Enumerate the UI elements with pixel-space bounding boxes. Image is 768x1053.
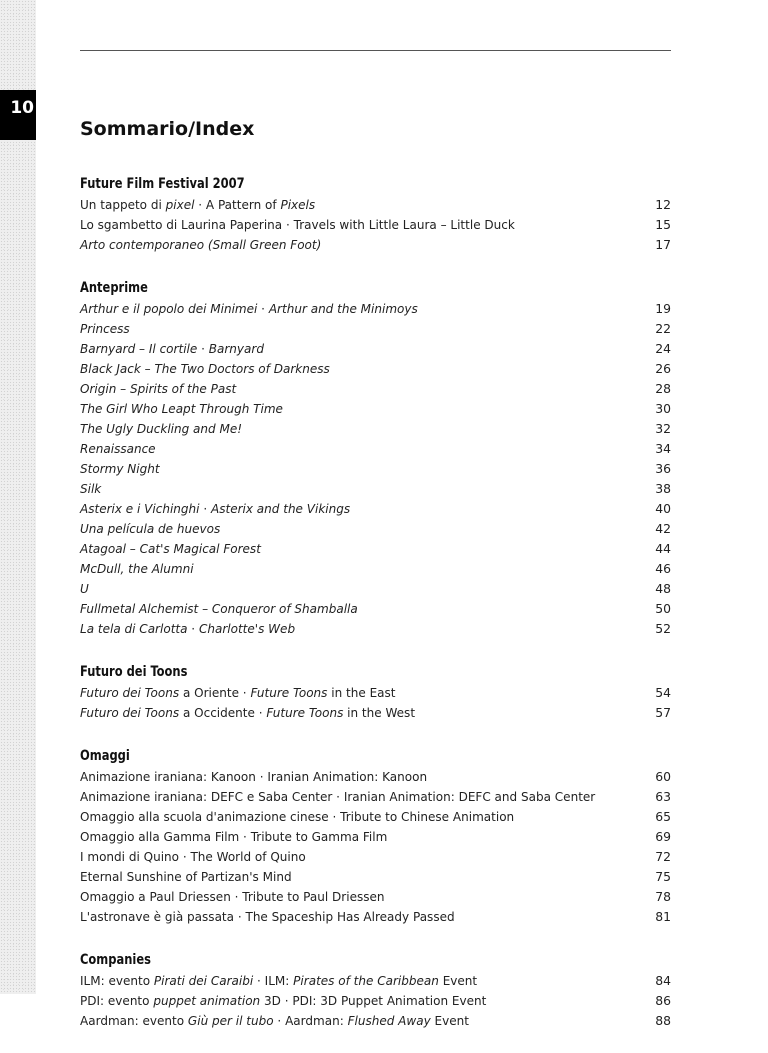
entry-title-part: Asterix e i Vichinghi xyxy=(80,501,200,516)
entry-title-part: · xyxy=(197,341,209,356)
toc-entry xyxy=(80,399,671,419)
entry-title xyxy=(80,847,306,867)
entry-title-part: Una película de huevos xyxy=(80,521,221,536)
toc-entry xyxy=(80,519,671,539)
entry-page-number: 63 xyxy=(655,789,671,804)
entry-title-part: Pirati dei Caraibi xyxy=(153,973,254,988)
entry-page-number: 60 xyxy=(655,769,671,784)
entry-title-part: Asterix and the Vikings xyxy=(210,501,351,516)
toc-entry xyxy=(80,847,671,867)
toc-entry xyxy=(80,539,671,559)
entry-title xyxy=(80,419,242,439)
entry-title-part: puppet animation xyxy=(153,993,261,1008)
toc-entry xyxy=(80,299,671,319)
entry-page-number: 65 xyxy=(655,809,671,824)
toc-entry xyxy=(80,439,671,459)
entry-page-number: 46 xyxy=(655,561,671,576)
entry-title-part: pixel xyxy=(165,197,195,212)
entry-title-part: Pirates of the Caribbean xyxy=(293,973,439,988)
entry-title-part: 3D · PDI: 3D Puppet Animation Event xyxy=(260,993,487,1008)
entry-title-part: · xyxy=(187,621,199,636)
entry-title xyxy=(80,887,385,907)
entry-title xyxy=(80,319,130,339)
entry-page-number: 52 xyxy=(655,621,671,636)
section-title: Anteprime xyxy=(80,280,148,296)
toc-entry xyxy=(80,459,671,479)
entry-title-part: a Oriente · xyxy=(179,685,251,700)
toc-entry xyxy=(80,559,671,579)
entry-title-part: Event xyxy=(438,973,478,988)
entry-title-part: Arto contemporaneo (Small Green Foot) xyxy=(80,237,322,252)
entry-page-number: 50 xyxy=(655,601,671,616)
toc-section xyxy=(80,949,671,1031)
entry-title-part: Silk xyxy=(80,481,102,496)
entry-title-part: L'astronave è già passata · The Spaceship Has Already Passed xyxy=(80,909,455,924)
entry-title-part: ILM: evento xyxy=(80,973,154,988)
entry-title-part: Omaggio alla scuola d'animazione cinese · Tribute to Chinese Animation xyxy=(80,809,515,824)
toc-entry xyxy=(80,379,671,399)
entry-page-number: 17 xyxy=(655,237,671,252)
entry-title-part: · A Pattern of xyxy=(194,197,281,212)
entry-title xyxy=(80,439,156,459)
entry-title xyxy=(80,703,415,723)
entry-title-part: Pixels xyxy=(280,197,316,212)
entry-title-part: Barnyard – Il cortile xyxy=(80,341,198,356)
entry-page-number: 28 xyxy=(655,381,671,396)
entry-page-number: 19 xyxy=(655,301,671,316)
entry-title-part: Lo sgambetto di Laurina Paperina · Travels with Little Laura – Little Duck xyxy=(80,217,515,232)
entry-title xyxy=(80,991,486,1011)
entry-title xyxy=(80,683,396,703)
page-number: 10 xyxy=(10,98,34,118)
entry-title-part: Aardman: evento xyxy=(80,1013,188,1028)
toc-entry xyxy=(80,767,671,787)
toc-entry xyxy=(80,235,671,255)
section-title: Future Film Festival 2007 xyxy=(80,176,245,192)
toc-entry xyxy=(80,867,671,887)
entry-title xyxy=(80,619,295,639)
entry-title-part: Renaissance xyxy=(80,441,156,456)
entry-page-number: 40 xyxy=(655,501,671,516)
entry-title xyxy=(80,215,515,235)
entry-title-part: Barnyard xyxy=(208,341,264,356)
entry-title-part: Animazione iraniana: Kanoon · Iranian Animation: Kanoon xyxy=(80,769,428,784)
entry-title-part: Fullmetal Alchemist – Conqueror of Shamballa xyxy=(80,601,358,616)
entry-title-part: Event xyxy=(430,1013,469,1028)
entry-title-part: Animazione iraniana: DEFC e Saba Center · Iranian Animation: DEFC and Saba Center xyxy=(80,789,596,804)
entry-page-number: 24 xyxy=(655,341,671,356)
header-rule xyxy=(80,50,671,51)
entry-title-part: I mondi di Quino · The World of Quino xyxy=(80,849,306,864)
toc-entry xyxy=(80,319,671,339)
section-title: Omaggi xyxy=(80,748,130,764)
toc-section xyxy=(80,745,671,927)
entry-title xyxy=(80,539,261,559)
entry-page-number: 38 xyxy=(655,481,671,496)
toc-entry xyxy=(80,215,671,235)
entry-title-part: · xyxy=(199,501,211,516)
entry-page-number: 81 xyxy=(655,909,671,924)
entry-title-part: La tela di Carlotta xyxy=(80,621,188,636)
toc-entry xyxy=(80,1011,671,1031)
entry-title xyxy=(80,459,160,479)
toc-entry xyxy=(80,907,671,927)
entry-title-part: Princess xyxy=(80,321,130,336)
toc-entry xyxy=(80,419,671,439)
entry-title xyxy=(80,519,220,539)
section-title: Companies xyxy=(80,952,151,968)
entry-title-part: Arthur and the Minimoys xyxy=(268,301,418,316)
entry-page-number: 86 xyxy=(655,993,671,1008)
entry-title-part: Giù per il tubo xyxy=(187,1013,274,1028)
entry-page-number: 48 xyxy=(655,581,671,596)
entry-page-number: 69 xyxy=(655,829,671,844)
entry-title xyxy=(80,359,330,379)
entry-title xyxy=(80,971,477,991)
entry-page-number: 57 xyxy=(655,705,671,720)
entry-title xyxy=(80,827,387,847)
toc-entry xyxy=(80,887,671,907)
entry-title xyxy=(80,767,427,787)
entry-title xyxy=(80,559,194,579)
entry-title-part: Eternal Sunshine of Partizan's Mind xyxy=(80,869,292,884)
entry-title xyxy=(80,479,101,499)
entry-title xyxy=(80,867,292,887)
entry-title-part: Un tappeto di xyxy=(80,197,166,212)
entry-title-part: in the East xyxy=(327,685,396,700)
entry-title-part: Black Jack – The Two Doctors of Darkness xyxy=(80,361,330,376)
toc-entry xyxy=(80,971,671,991)
entry-page-number: 72 xyxy=(655,849,671,864)
entry-title-part: U xyxy=(80,581,89,596)
entry-page-number: 88 xyxy=(655,1013,671,1028)
entry-title-part: a Occidente · xyxy=(179,705,267,720)
toc-entry xyxy=(80,499,671,519)
entry-page-number: 34 xyxy=(655,441,671,456)
entry-page-number: 12 xyxy=(655,197,671,212)
entry-title xyxy=(80,499,350,519)
entry-title-part: McDull, the Alumni xyxy=(80,561,194,576)
toc-entry xyxy=(80,195,671,215)
entry-page-number: 84 xyxy=(655,973,671,988)
toc-entry xyxy=(80,991,671,1011)
entry-title-part: The Girl Who Leapt Through Time xyxy=(80,401,283,416)
entry-page-number: 42 xyxy=(655,521,671,536)
page-title: Sommario/Index xyxy=(80,118,255,140)
toc-entry xyxy=(80,599,671,619)
entry-title xyxy=(80,379,236,399)
toc-entry xyxy=(80,683,671,703)
entry-title-part: in the West xyxy=(343,705,416,720)
entry-page-number: 44 xyxy=(655,541,671,556)
entry-title-part: · xyxy=(257,301,269,316)
entry-title-part: Omaggio a Paul Driessen · Tribute to Paul Driessen xyxy=(80,889,385,904)
entry-title xyxy=(80,787,595,807)
entry-title xyxy=(80,579,89,599)
entry-title-part: Origin – Spirits of the Past xyxy=(80,381,237,396)
toc-section xyxy=(80,277,671,639)
entry-page-number: 54 xyxy=(655,685,671,700)
entry-title xyxy=(80,339,264,359)
entry-title xyxy=(80,807,514,827)
toc-entry xyxy=(80,579,671,599)
entry-page-number: 30 xyxy=(655,401,671,416)
entry-title xyxy=(80,195,315,215)
entry-page-number: 22 xyxy=(655,321,671,336)
entry-title xyxy=(80,399,283,419)
entry-title-part: Futuro dei Toons xyxy=(80,705,180,720)
toc-section xyxy=(80,661,671,723)
entry-title-part: Stormy Night xyxy=(80,461,160,476)
toc-entry xyxy=(80,787,671,807)
entry-title xyxy=(80,907,455,927)
entry-title-part: Charlotte's Web xyxy=(198,621,296,636)
entry-title xyxy=(80,299,418,319)
entry-title xyxy=(80,1011,469,1031)
toc-entry xyxy=(80,619,671,639)
entry-title-part: Future Toons xyxy=(250,685,328,700)
entry-page-number: 36 xyxy=(655,461,671,476)
entry-title-part: Atagoal – Cat's Magical Forest xyxy=(80,541,261,556)
table-of-contents xyxy=(80,173,671,1053)
toc-section xyxy=(80,173,671,255)
entry-title-part: · Aardman: xyxy=(273,1013,348,1028)
entry-title-part: Futuro dei Toons xyxy=(80,685,180,700)
page-spine-texture xyxy=(0,0,36,994)
entry-title-part: PDI: evento xyxy=(80,993,154,1008)
entry-page-number: 78 xyxy=(655,889,671,904)
page-number-tab xyxy=(0,90,36,140)
section-title: Futuro dei Toons xyxy=(80,664,188,680)
toc-entry xyxy=(80,359,671,379)
toc-entry xyxy=(80,703,671,723)
entry-title-part: The Ugly Duckling and Me! xyxy=(80,421,243,436)
entry-page-number: 32 xyxy=(655,421,671,436)
entry-title-part: Flushed Away xyxy=(347,1013,431,1028)
entry-title-part: Omaggio alla Gamma Film · Tribute to Gamma Film xyxy=(80,829,388,844)
toc-entry xyxy=(80,479,671,499)
entry-page-number: 15 xyxy=(655,217,671,232)
entry-page-number: 75 xyxy=(655,869,671,884)
toc-entry xyxy=(80,339,671,359)
toc-entry xyxy=(80,807,671,827)
entry-title-part: Future Toons xyxy=(266,705,344,720)
entry-title xyxy=(80,235,321,255)
entry-title-part: · ILM: xyxy=(253,973,294,988)
entry-title xyxy=(80,599,358,619)
toc-entry xyxy=(80,827,671,847)
entry-page-number: 26 xyxy=(655,361,671,376)
entry-title-part: Arthur e il popolo dei Minimei xyxy=(80,301,258,316)
